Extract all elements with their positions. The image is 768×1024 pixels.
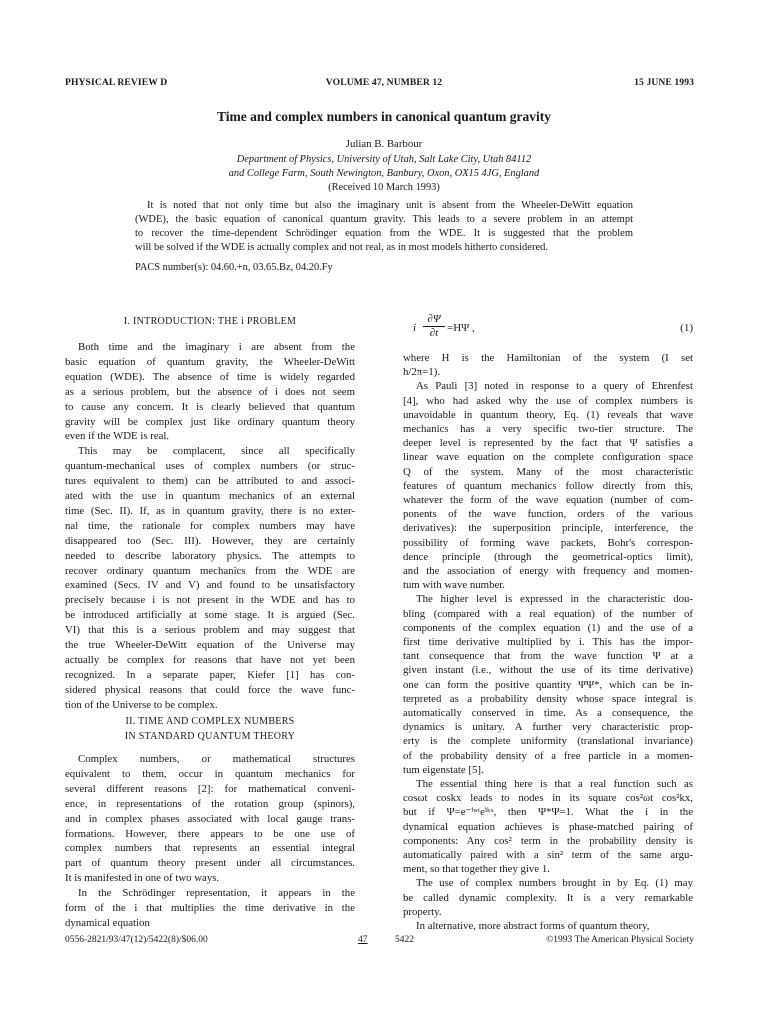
right-lines-line: first time derivative multiplied by i. This has the impor- (403, 636, 693, 648)
equation-rhs: =HΨ , (447, 322, 475, 334)
left-lines-b-line: It is manifested in one of two ways. (65, 872, 220, 885)
right-lines-line: deeper level is represented by the fact that Ψ satisfies a (403, 437, 693, 450)
left-lines-b-line: Complex numbers, or mathematical structures (78, 753, 355, 765)
left-lines-a-line: quantum-mechanical uses of complex numbers (or struc- (65, 460, 355, 473)
left-lines-a-line: even if the WDE is real. (65, 430, 170, 443)
received-date: (Received 10 March 1993) (328, 182, 440, 193)
left-lines-b-line: complex numbers that represents an essential integral (65, 842, 355, 855)
left-lines-a-line: recover ordinary quantum mechanics from the WDE are (65, 564, 355, 577)
left-lines-a-line: needed to describe laboratory physics. The attempts to (65, 549, 355, 562)
right-lines-line: dynamics is unitary. A further very characteristic prop- (403, 721, 693, 734)
right-lines-line: In alternative, more abstract forms of quantum theory, (416, 920, 650, 932)
right-lines-line: The higher level is expressed in the characteristic dou- (416, 593, 693, 606)
right-lines-line: ment, so that together they give 1. (403, 863, 550, 876)
affiliation-line-1: Department of Physics, University of Utah, Salt Lake City, Utah 84112 (236, 154, 532, 165)
right-lines-line: As Pauli [3] noted in response to a query of Ehrenfest (416, 380, 693, 393)
left-lines-a-line: be introduced artificially at some stage. It is argued (Sec. (65, 609, 355, 622)
right-lines-line: tum eigenstate [5]. (403, 763, 484, 776)
footer-code: 0556-2821/93/47(12)/5422(8)/$06.00 (65, 935, 208, 945)
left-lines-a-line: tures equivalent to them) can be attributed to and associ- (65, 475, 355, 488)
right-lines-line: dence principle (through the geometrical-optics limit), (403, 550, 693, 563)
pacs-numbers: PACS number(s): 04.60.+n, 03.65.Bz, 04.20.Fy (135, 262, 333, 273)
abstract-line: to recover the time-dependent Schrödinger equation from the WDE. It is suggested that the problem (135, 228, 633, 239)
volume-number: VOLUME 47, NUMBER 12 (325, 77, 443, 88)
right-lines-line: erty is the complete uniformity (translational invariance) (403, 735, 693, 748)
left-lines-a-line: to cause any concern. It is clearly believed that quantum (65, 400, 355, 413)
left-lines-b-line: formations. However, there appears to be one use of (65, 827, 355, 840)
section-2-heading-line-2: IN STANDARD QUANTUM THEORY (124, 731, 296, 742)
left-lines-b-line: form of the i that multiplies the time derivative in the (65, 902, 355, 914)
left-lines-a-line: VI) that this is a serious problem and may suggest that (65, 624, 355, 637)
journal-name: PHYSICAL REVIEW D (65, 77, 168, 88)
left-lines-b-line: and in complex phases associated with local gauge trans- (65, 812, 355, 825)
left-lines-a-line: ated with the use in quantum mechanics of an external (65, 490, 355, 502)
right-lines-line: features of quantum mechanics follow directly from this, (403, 479, 693, 492)
right-lines-line: terpreted as a probability density whose space integral is (403, 692, 693, 705)
footer-volume: 47 (358, 935, 368, 945)
right-lines-line: mechanics has a very specific two-tier structure. The (403, 423, 693, 435)
left-lines-a-line: the true Wheeler-DeWitt equation of the Universe may (65, 639, 355, 651)
abstract-line: (WDE), the basic equation of canonical quantum gravity. This leads to a severe problem in an attempt (135, 214, 633, 225)
right-lines-line: one can form the positive quantity ΨΨ*, which can be in- (403, 678, 693, 691)
left-lines-b-line: ence, in representations of the rotation group (spinors), (65, 797, 355, 810)
footer-copyright: ©1993 The American Physical Society (546, 935, 694, 945)
left-lines-a-line: as a serious problem, but the absence of i does not seem (65, 385, 355, 398)
right-lines-line: unavoidable in quantum theory, Eq. (1) reveals that wave (403, 408, 693, 421)
right-lines-line: dynamical equation achieves is phase-matched pairing of (403, 820, 693, 833)
equation-imaginary-unit: i (413, 322, 417, 334)
left-lines-a-line: gravity will be complex just like ordinary quantum theory (65, 415, 355, 428)
right-lines-line: [4], who had asked why the use of complex numbers is (403, 394, 693, 407)
abstract-line: It is noted that not only time but also the imaginary unit is absent from the Wheeler-DeWitt equation (147, 200, 633, 211)
right-lines-line: components: Any cos² term in the probability density is (403, 834, 693, 847)
section-1-heading: I. INTRODUCTION: THE i PROBLEM (123, 316, 297, 327)
equation-number: (1) (680, 322, 693, 334)
abstract-line: will be solved if the WDE is actually complex and not real, as in most models hitherto considered. (135, 242, 549, 253)
right-lines-line: tant consequence that from the wave function Ψ at a (403, 650, 693, 663)
right-lines-line: The use of complex numbers brought in by Eq. (1) may (416, 877, 693, 890)
right-lines-line: where H is the Hamiltonian of the system (I set (403, 352, 693, 364)
left-lines-a-line: actually be complex for reasons that have not yet been (65, 653, 355, 666)
left-lines-a-line: Both time and the imaginary i are absent from the (78, 341, 355, 353)
right-lines-line: given instant (i.e., without the use of its time derivative) (403, 664, 693, 677)
equation-fraction (423, 313, 445, 340)
left-lines-a-line: nal time, the rationale for complex numbers may have (65, 519, 355, 532)
section-2-heading-line-1: II. TIME AND COMPLEX NUMBERS (125, 716, 295, 727)
paper-title: Time and complex numbers in canonical quantum gravity (217, 109, 551, 124)
right-lines-line: be called dynamic complexity. It is a very remarkable (403, 891, 693, 904)
right-lines-line: linear wave equation on the complete configuration space (403, 451, 693, 464)
left-lines-a-line: time (Sec. II). If, as in quantum gravity, there is no exter- (65, 504, 355, 517)
right-lines-line: possibility of forming wave packets, Bohr's correspon- (403, 536, 693, 549)
right-lines-line: automatically conserved in time. As a consequence, the (403, 707, 693, 719)
right-lines-line: automatically paired with a sin² term of the same argu- (403, 849, 693, 861)
left-lines-b-line: several different reasons [2]: for mathematical conveni- (65, 782, 355, 795)
right-lines-line: but if Ψ=e⁻ⁱʷᵗeⁱᵏˣ, then Ψ*Ψ=1. What the i in the (403, 806, 693, 819)
left-lines-b-line: dynamical equation (65, 916, 150, 929)
right-lines-line: bling (compared with a real equation) of the number of (403, 607, 693, 620)
left-lines-b-line: In the Schrödinger representation, it appears in the (78, 887, 355, 900)
equation-denominator: ∂t (429, 327, 439, 339)
affiliation-line-2: and College Farm, South Newington, Banbury, Oxon, OX15 4JG, England (228, 168, 540, 179)
equation-numerator: ∂Ψ (423, 313, 445, 327)
right-lines-line: derivatives): the superposition principle, interference, the (403, 522, 693, 535)
right-lines-line: property. (403, 905, 442, 918)
right-lines-line: Q of the system. Many of the most characteristic (403, 465, 693, 478)
left-lines-b-line: part of quantum theory present under all circumstances. (65, 857, 355, 870)
left-lines-a-line: precisely because i is not present in the WDE and has to (65, 594, 355, 607)
left-lines-b-line: equivalent to them, occur in quantum mechanics for (65, 767, 355, 780)
right-lines-line: cosωt coskx leads to nodes in its square cos²ωt cos²kx, (403, 792, 693, 805)
left-lines-a-line: equation (WDE). The absence of time is widely regarded (65, 370, 355, 383)
right-lines-line: of the probability density of a free particle in a momen- (403, 749, 693, 762)
right-lines-line: h/2π=1). (403, 366, 441, 379)
left-lines-a-line: This may be complacent, since all specifically (78, 445, 355, 458)
right-lines-line: The essential thing here is that a real function such as (416, 778, 693, 790)
right-lines-line: whatever the form of the wave equation (number of com- (403, 494, 693, 506)
right-lines-line: tum with wave number. (403, 579, 505, 592)
footer-page-number: 5422 (395, 935, 414, 945)
left-lines-a-line: recognized. In a separate paper, Kiefer [1] has con- (65, 668, 355, 681)
issue-date: 15 JUNE 1993 (634, 77, 694, 88)
left-lines-a-line: disappeared too (Sec. III). However, they are certainly (65, 534, 355, 547)
left-lines-a-line: basic equation of quantum gravity, the Wheeler-DeWitt (65, 355, 355, 368)
left-lines-a-line: examined (Secs. IV and V) and found to be unsatisfactory (65, 579, 355, 592)
equation-1 (403, 313, 693, 353)
right-lines-line: ponents of the wave function, orders of the various (403, 508, 693, 521)
right-lines-line: components of the complex equation (1) and the use of a (403, 621, 693, 634)
left-lines-a-line: sidered physical reasons that could force the wave func- (65, 683, 355, 696)
left-lines-a-line: tion of the Universe to be complex. (65, 698, 218, 711)
right-lines-line: and the association of energy with frequency and momen- (403, 565, 693, 577)
author-name: Julian B. Barbour (345, 138, 423, 150)
